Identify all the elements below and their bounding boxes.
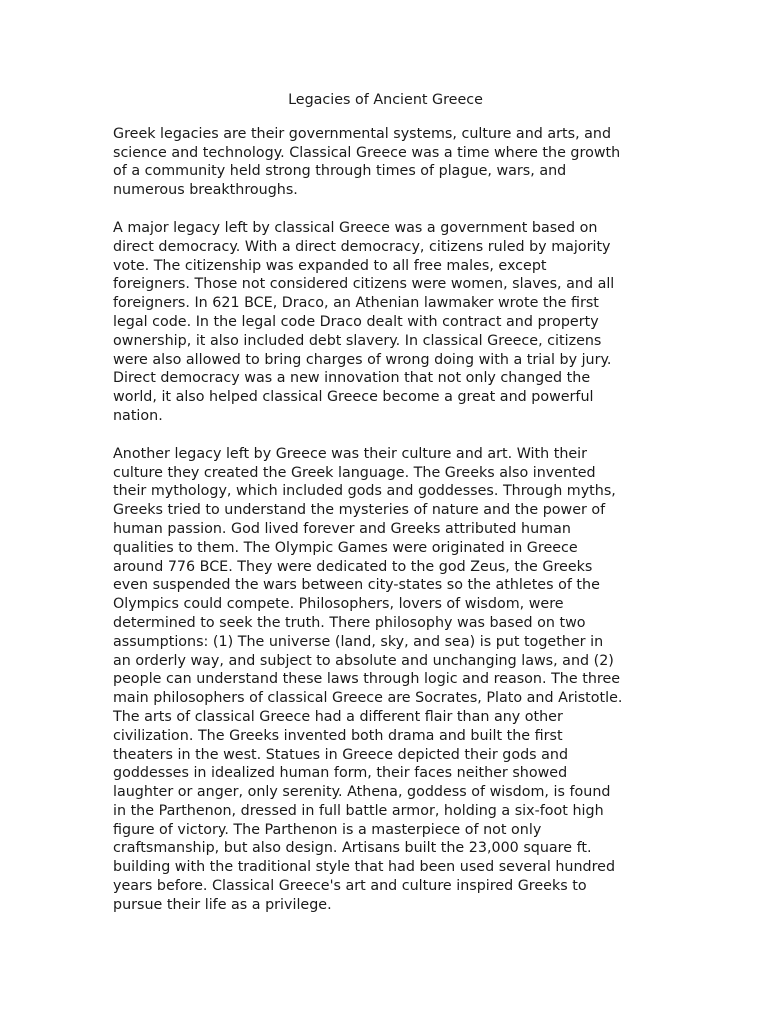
paragraph-democracy: A major legacy left by classical Greece was a government based on direct democracy. With a direct democracy, citizens ruled by majority vote. The citizenship was expanded to all free males, except foreigners. Those not considered citizens were women, slaves, and all foreigners. In 621 BCE, Draco, an Athenian lawmaker wrote the first legal code. In the legal code Draco dealt with contract and property ownership, it also included debt slavery. In classical Greece, citizens were also allowed to bring charges of wrong doing with a trial by jury. Direct democracy was a new innovation that not only changed the world, it also helped classical Greece become a great and powerful nation.	[113, 219, 615, 424]
paragraph-culture-art: Another legacy left by Greece was their culture and art. With their culture they created the Greek language. The Greeks also invented their mythology, which included gods and goddesses. Through myths, Greeks tried to understand the mysteries of nature and the power of human passion. God lived forever and Greeks attributed human qualities to them. The Olympic Games were originated in Greece around 776 BCE. They were dedicated to the god Zeus, the Greeks even suspended the wars between city-states so the athletes of the Olympics could compete. Philosophers, lovers of wisdom, were determined to seek the truth. There philosophy was based on two assumptions: (1) The universe (land, sky, and sea) is put together in an orderly way, and subject to absolute and unchanging laws, and (2) people can understand these laws through logic and reason. The three main philosophers of classical Greece are Socrates, Plato and Aristotle. The arts of classical Greece had a different flair than any other civilization. The Greeks invented both drama and built the first theaters in the west. Statues in Greece depicted their gods and goddesses in idealized human form, their faces neither showed laughter or anger, only serenity. Athena, goddess of wisdom, is found in the Parthenon, dressed in full battle armor, holding a six-foot high figure of victory. The Parthenon is a masterpiece of not only craftsmanship, but also design. Artisans built the 23,000 square ft. building with the traditional style that had been used several hundred years before. Classical Greece's art and culture inspired Greeks to pursue their life as a privilege.	[113, 445, 623, 913]
document-body	[113, 91, 658, 934]
document-title: Legacies of Ancient Greece	[288, 92, 483, 108]
paragraph-intro: Greek legacies are their governmental systems, culture and arts, and science and technology. Classical Greece was a time where the growth of a community held strong through times of plague, wars, and numerous breakthroughs.	[113, 125, 621, 199]
